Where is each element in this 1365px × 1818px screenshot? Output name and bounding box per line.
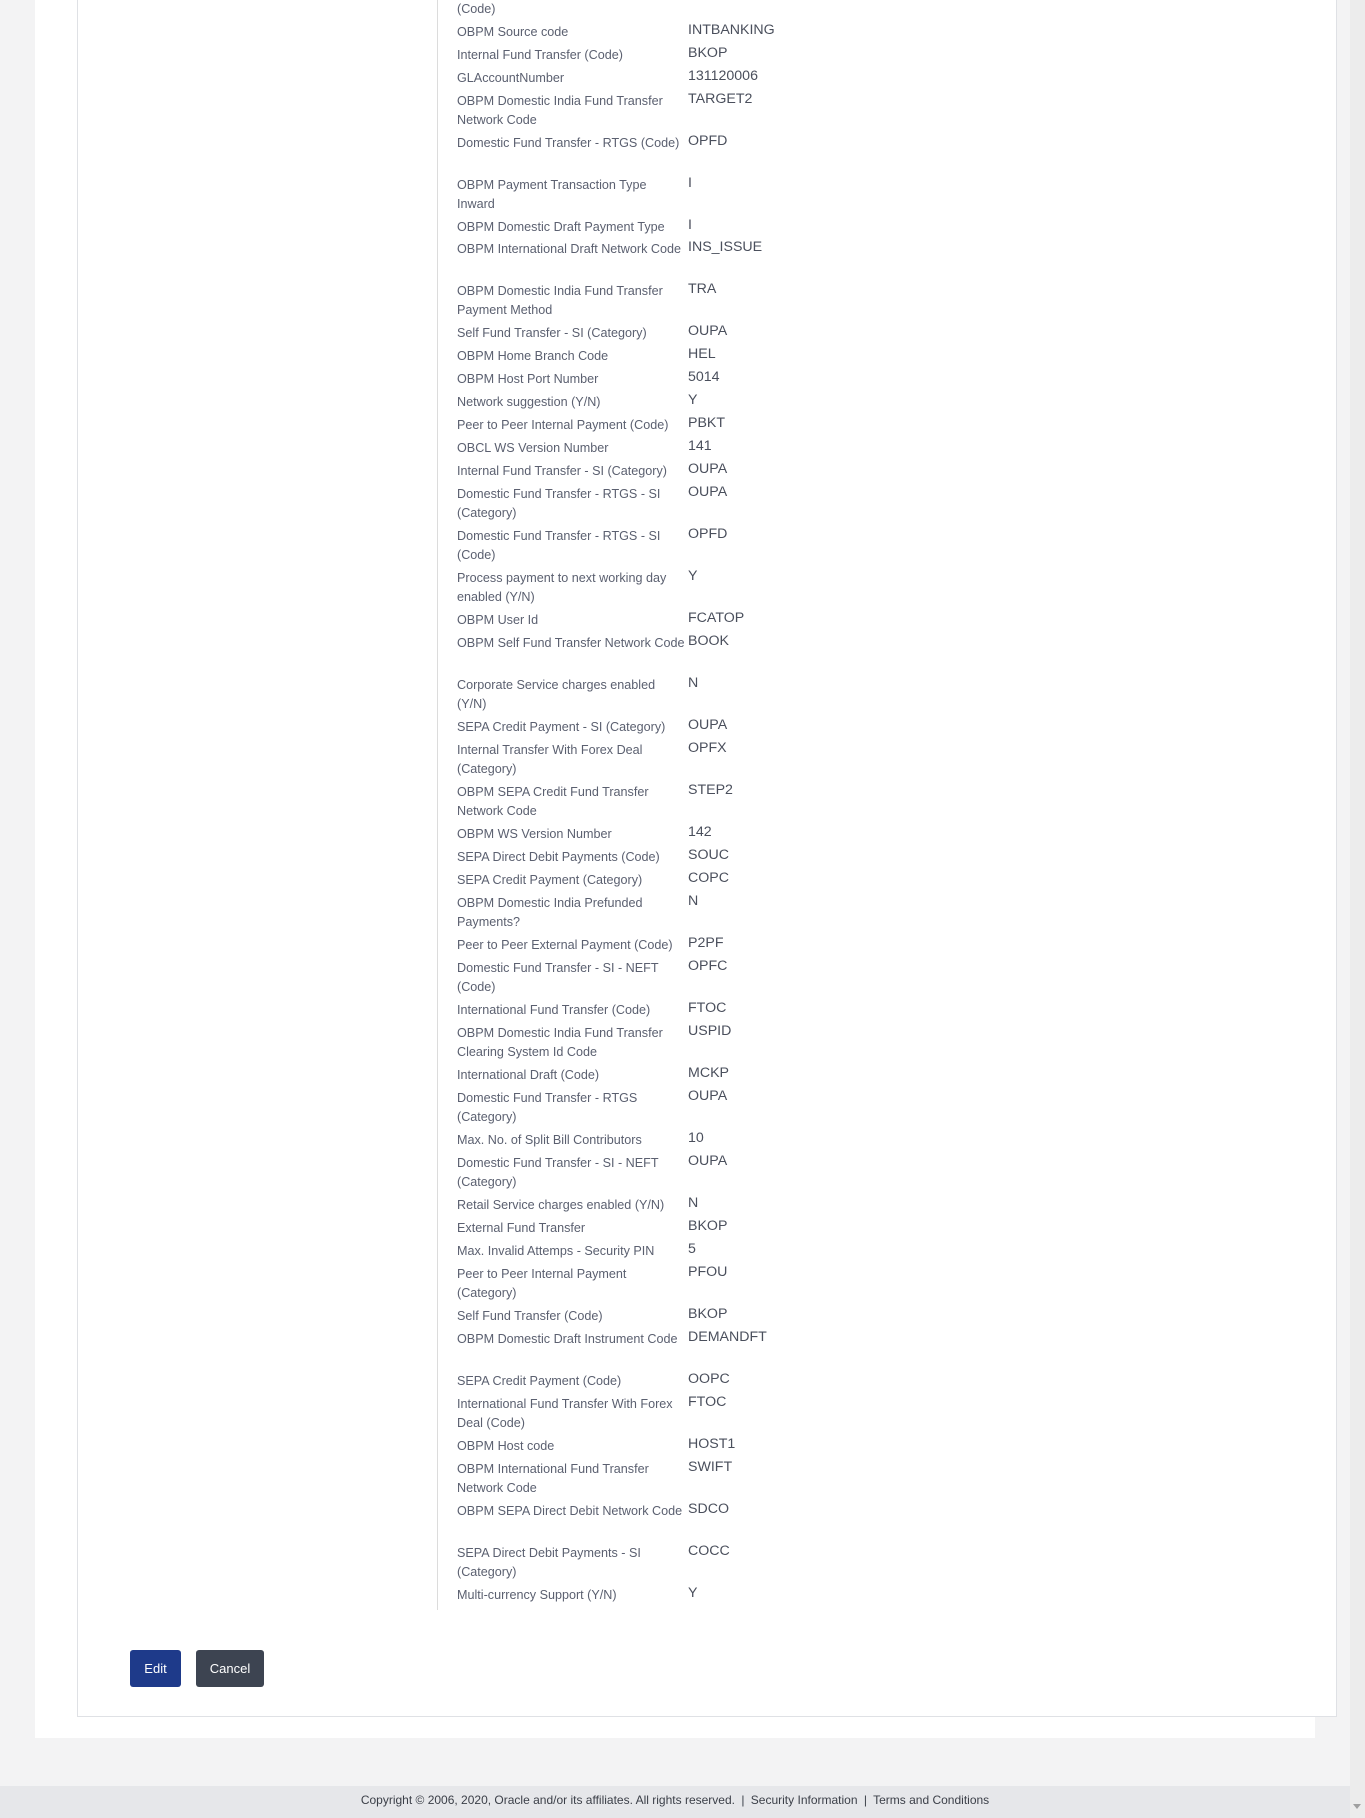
detail-value: PBKT [688,415,726,431]
detail-value: STEP2 [688,782,733,798]
detail-label: Multi-currency Support (Y/N) [457,1588,617,1602]
detail-label: Internal Fund Transfer - SI (Category) [457,464,667,478]
edit-button[interactable]: Edit [130,1650,181,1687]
detail-value: TRA [688,281,717,297]
detail-value: OUPA [688,323,728,339]
detail-label: SEPA Credit Payment (Category) [457,873,643,887]
detail-label: SEPA Credit Payment (Code) [457,1374,622,1388]
details-card [77,0,1337,1717]
detail-label: Peer to Peer Internal Payment (Category) [457,1267,627,1300]
scroll-down-arrow-icon[interactable] [1353,1804,1361,1809]
detail-value: OUPA [688,461,728,477]
detail-label: OBCL WS Version Number [457,441,609,455]
detail-value: SDCO [688,1501,729,1517]
detail-label: SEPA Credit Payment - SI (Category) [457,720,666,734]
detail-label: OBPM Home Branch Code [457,349,609,363]
detail-value: USPID [688,1023,732,1039]
detail-value: Y [688,392,698,408]
detail-label: Domestic Fund Transfer - RTGS - SI (Category) [457,487,661,520]
detail-value: BKOP [688,45,728,61]
detail-label: Process payment to next working day enabled (Y/N) [457,571,667,604]
detail-value: PFOU [688,1264,728,1280]
detail-label: Domestic Fund Transfer - RTGS - SI (Code) [457,529,661,562]
detail-value: BKOP [688,1218,728,1234]
detail-value: N [688,675,699,691]
detail-value: HOST1 [688,1436,736,1452]
detail-value: 10 [688,1130,704,1146]
detail-value: 5 [688,1241,696,1257]
footer-separator: | [863,1793,867,1807]
detail-value: OUPA [688,1153,728,1169]
detail-value: BOOK [688,633,729,649]
detail-value: FCATOP [688,610,745,626]
detail-value: INS_ISSUE [688,239,763,255]
detail-label: Internal Transfer With Forex Deal (Category) [457,743,643,776]
detail-label: Max. No. of Split Bill Contributors [457,1133,642,1147]
detail-value: Y [688,1585,698,1601]
detail-value: OPFD [688,133,728,149]
detail-value: OPFC [688,958,728,974]
content-panel [35,0,1315,1738]
detail-value: SWIFT [688,1459,733,1475]
detail-label: OBPM Host Port Number [457,372,599,386]
detail-value: FTOC [688,1394,727,1410]
detail-label: Peer to Peer Internal Payment (Code) [457,418,669,432]
security-information-link[interactable]: Security Information [750,1793,858,1807]
detail-label: External Fund Transfer [457,1221,586,1235]
detail-label: OBPM WS Version Number [457,827,612,841]
detail-label: OBPM International Draft Network Code [457,242,681,256]
detail-value: HEL [688,346,716,362]
detail-label: OBPM Self Fund Transfer Network Code [457,636,685,650]
detail-value: N [688,893,699,909]
detail-value: FTOC [688,1000,727,1016]
detail-value: 5014 [688,369,720,385]
detail-label: OBPM Domestic India Fund Transfer Clearing System Id Code [457,1026,663,1059]
detail-value: BKOP [688,1306,728,1322]
detail-value: 142 [688,824,712,840]
detail-value: OUPA [688,717,728,733]
detail-label: SEPA Direct Debit Payments - SI (Category) [457,1546,641,1579]
detail-value: COCC [688,1543,730,1559]
detail-label: OBPM Domestic Draft Instrument Code [457,1332,678,1346]
detail-value: OPFX [688,740,727,756]
detail-value: OUPA [688,484,728,500]
detail-label: SEPA Direct Debit Payments (Code) [457,850,660,864]
terms-and-conditions-link[interactable]: Terms and Conditions [873,1793,990,1807]
detail-label: OBPM Domestic India Fund Transfer Payment Method [457,284,663,317]
detail-value: N [688,1195,699,1211]
detail-value: TARGET2 [688,91,753,107]
detail-label: (Code) [457,2,496,16]
detail-value: P2PF [688,935,724,951]
detail-label: Self Fund Transfer (Code) [457,1309,603,1323]
detail-value: Y [688,568,698,584]
detail-label: International Fund Transfer (Code) [457,1003,651,1017]
detail-label: International Draft (Code) [457,1068,600,1082]
detail-label: Domestic Fund Transfer - SI - NEFT (Code) [457,961,659,994]
detail-label: Domestic Fund Transfer - SI - NEFT (Category) [457,1156,659,1189]
cancel-button[interactable]: Cancel [196,1650,264,1687]
detail-value: DEMANDFT [688,1329,767,1345]
detail-label: Internal Fund Transfer (Code) [457,48,623,62]
footer-separator: | [741,1793,745,1807]
detail-label: OBPM International Fund Transfer Network Code [457,1462,649,1495]
detail-label: International Fund Transfer With Forex Deal (Code) [457,1397,673,1430]
detail-label: Corporate Service charges enabled (Y/N) [457,678,656,711]
detail-label: Peer to Peer External Payment (Code) [457,938,673,952]
detail-value: COPC [688,870,729,886]
detail-label: OBPM SEPA Direct Debit Network Code [457,1504,683,1518]
detail-label: Domestic Fund Transfer - RTGS (Category) [457,1091,638,1124]
column-divider [437,0,438,1610]
detail-value: 141 [688,438,712,454]
detail-label: OBPM Domestic Draft Payment Type [457,220,665,234]
detail-value: OPFD [688,526,728,542]
detail-label: Retail Service charges enabled (Y/N) [457,1198,665,1212]
detail-label: OBPM Payment Transaction Type Inward [457,178,647,211]
detail-value: OUPA [688,1088,728,1104]
detail-label: Network suggestion (Y/N) [457,395,601,409]
detail-value: I [688,217,692,233]
detail-label: OBPM Source code [457,25,569,39]
detail-label: OBPM Host code [457,1439,555,1453]
detail-value: OOPC [688,1371,730,1387]
detail-value: 131120006 [688,68,758,84]
detail-label: OBPM User Id [457,613,539,627]
detail-value: MCKP [688,1065,729,1081]
vertical-scrollbar[interactable] [1350,0,1365,1818]
copyright-text: Copyright © 2006, 2020, Oracle and/or its affiliates. All rights reserved. [360,1793,735,1807]
detail-label: OBPM Domestic India Prefunded Payments? [457,896,643,929]
detail-label: Domestic Fund Transfer - RTGS (Code) [457,136,680,150]
detail-value: I [688,175,692,191]
detail-label: Max. Invalid Attemps - Security PIN [457,1244,655,1258]
detail-label: GLAccountNumber [457,71,565,85]
detail-value: INTBANKING [688,22,775,38]
footer [0,1786,1350,1818]
detail-label: OBPM Domestic India Fund Transfer Network Code [457,94,663,127]
detail-label: Self Fund Transfer - SI (Category) [457,326,647,340]
detail-value: SOUC [688,847,729,863]
detail-label: OBPM SEPA Credit Fund Transfer Network Code [457,785,649,818]
